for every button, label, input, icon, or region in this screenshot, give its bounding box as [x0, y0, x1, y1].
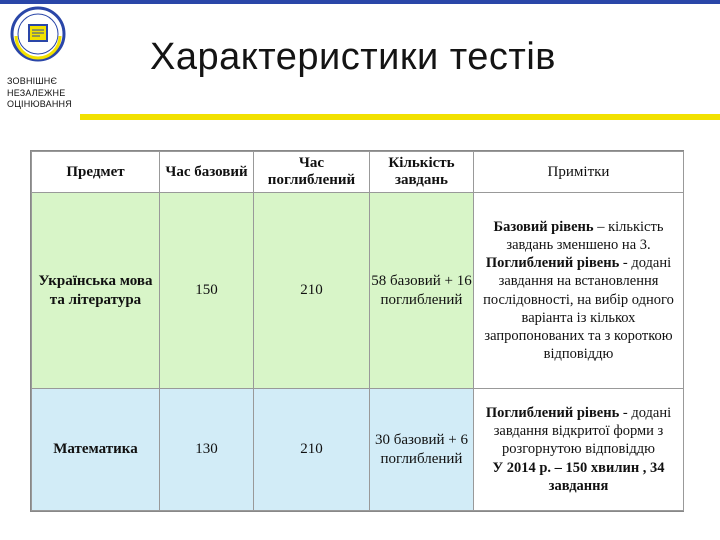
note-year: У 2014 р. – 150 хвилин , 34 завдання — [492, 459, 665, 494]
header-time-advanced: Час поглиблений — [254, 152, 370, 193]
tests-table — [31, 151, 684, 511]
cell-time-advanced: 210 — [254, 389, 370, 511]
org-line: НЕЗАЛЕЖНЕ — [7, 87, 66, 98]
note-advanced-text: - додані завдання на встановлення послідовності, на вибір одного варіанта із кількох запропонованих та з короткою відповіддю — [483, 255, 674, 363]
cell-task-count: 58 базовий + 16 поглиблений — [370, 193, 474, 389]
org-name — [7, 76, 72, 111]
header-time-basic: Час базовий — [160, 152, 254, 193]
note-advanced-label: Поглиблений рівень — [485, 255, 620, 272]
page-title: Характеристики тестів — [150, 36, 556, 78]
table-header-row — [32, 152, 684, 193]
note-basic-text: – кількість завдань зменшено на 3. — [506, 218, 664, 253]
org-line: ЗОВНІШНЄ — [7, 76, 58, 86]
header-task-count: Кількість завдань — [370, 152, 474, 193]
org-line: ОЦІНЮВАННЯ — [7, 99, 72, 109]
cell-time-basic: 130 — [160, 389, 254, 511]
cell-notes — [474, 389, 684, 511]
cell-notes — [474, 193, 684, 389]
note-basic-label: Базовий рівень — [493, 218, 594, 235]
note-advanced-text: - додані завдання відкритої форми з розгорнутою відповіддю — [493, 404, 672, 458]
title-underline-bar — [80, 114, 720, 120]
header-subject: Предмет — [32, 152, 160, 193]
cell-time-basic: 150 — [160, 193, 254, 389]
cell-time-advanced: 210 — [254, 193, 370, 389]
tests-table-frame — [30, 150, 684, 512]
top-accent-bar — [0, 0, 720, 4]
note-advanced-label: Поглиблений рівень — [485, 404, 620, 421]
cell-task-count: 30 базовий + 6 поглиблений — [370, 389, 474, 511]
table-row — [32, 193, 684, 389]
cell-subject: Українська мова та література — [32, 193, 160, 389]
table-row — [32, 389, 684, 511]
header-notes: Примітки — [474, 152, 684, 193]
zno-logo-icon — [10, 6, 66, 62]
cell-subject: Математика — [32, 389, 160, 511]
